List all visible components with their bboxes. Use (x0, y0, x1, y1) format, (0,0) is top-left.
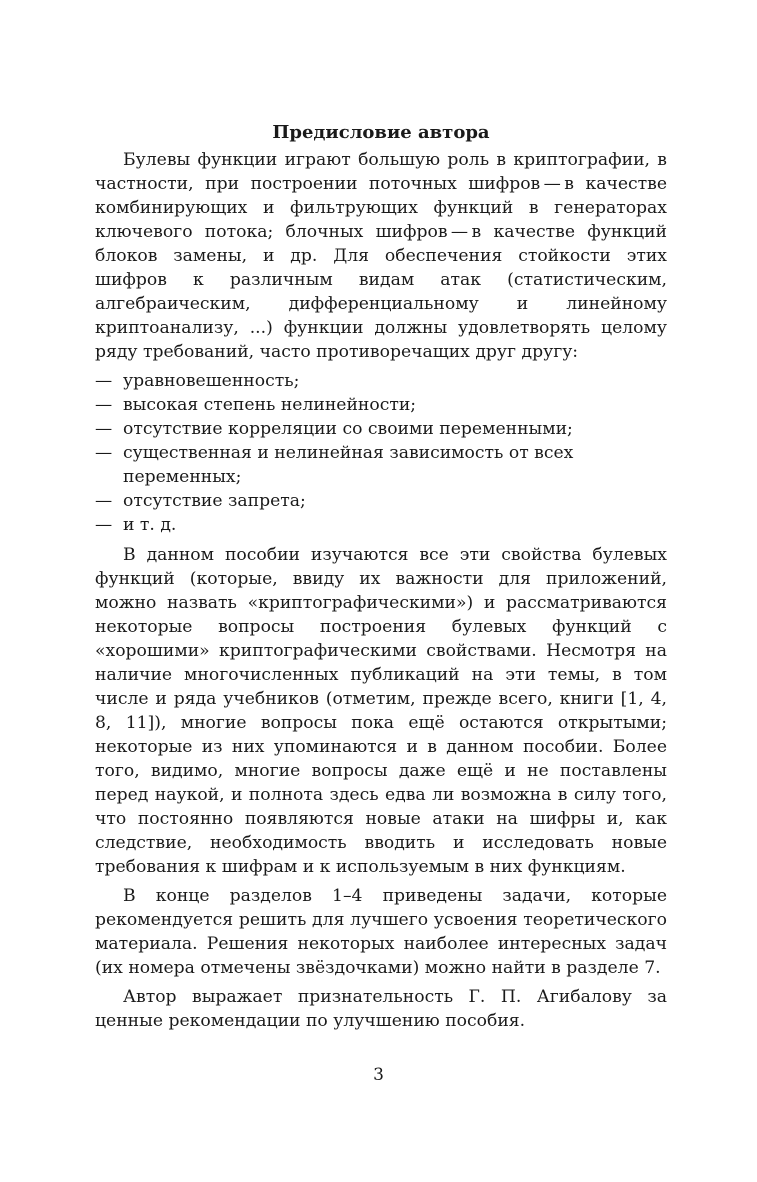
list-dash: — (95, 515, 113, 535)
third-paragraph: В конце разделов 1–4 приведены задачи, которые рекомендуется решить для лучшего усвоения теоретического материала. Решения некоторых наиболее интересных задач (их номера отмечены звёздочками) можно найти в разделе 7. (95, 886, 667, 978)
page-body (95, 120, 667, 1038)
acknowledgement-paragraph: Автор выражает признательность Г. П. Агибалову за ценные рекомендации по улучшению пособия. (95, 987, 667, 1031)
list-item-text: существенная и нелинейная зависимость от всех переменных; (123, 443, 574, 487)
second-paragraph: В данном пособии изучаются все эти свойства булевых функций (которые, ввиду их важности для приложений, можно назвать «криптографическими») и рассматриваются некоторые вопросы построения булевых функций с «хорошими» криптографическими свойствами. Несмотря на наличие многочисленных публикаций на эти темы, в том числе и ряда учебников (отметим, прежде всего, книги [1, 4, 8, 11]), многие вопросы пока ещё остаются открытыми; некоторые из них упоминаются и в данном пособии. Более того, видимо, многие вопросы даже ещё и не поставлены перед наукой, и полнота здесь едва ли возможна в силу того, что постоянно появляются новые атаки на шифры и, как следствие, необходимость вводить и исследовать новые требования к шифрам и к используемым в них функциям. (95, 545, 667, 877)
list-dash: — (95, 491, 113, 511)
list-item (95, 369, 667, 393)
list-item-text: отсутствие корреляции со своими переменными; (123, 419, 573, 439)
page-number: 3 (373, 1065, 384, 1085)
requirements-list (95, 369, 667, 537)
list-item (95, 393, 667, 417)
list-dash: — (95, 395, 113, 415)
list-item-text: уравновешенность; (123, 371, 300, 391)
intro-paragraph: Булевы функции играют большую роль в криптографии, в частности, при построении поточных шифров — в качестве комбинирующих и фильтрующих функций в генераторах ключевого потока; блочных шифров — в качестве функций блоков замены, и др. Для обеспечения стойкости этих шифров к различным видам атак (статистическим, алгебраическим, дифференциальному и линейному криптоанализу, ...) функции должны удовлетворять целому ряду требований, часто противоречащих друг другу: (95, 150, 667, 362)
list-item (95, 513, 667, 537)
list-item (95, 417, 667, 441)
list-dash: — (95, 443, 113, 463)
list-dash: — (95, 419, 113, 439)
list-item (95, 489, 667, 513)
section-heading: Предисловие автора (272, 122, 490, 143)
list-item-text: и т. д. (123, 515, 177, 535)
list-item-text: отсутствие запрета; (123, 491, 306, 511)
list-item-text: высокая степень нелинейности; (123, 395, 417, 415)
list-item (95, 441, 667, 489)
list-dash: — (95, 371, 113, 391)
